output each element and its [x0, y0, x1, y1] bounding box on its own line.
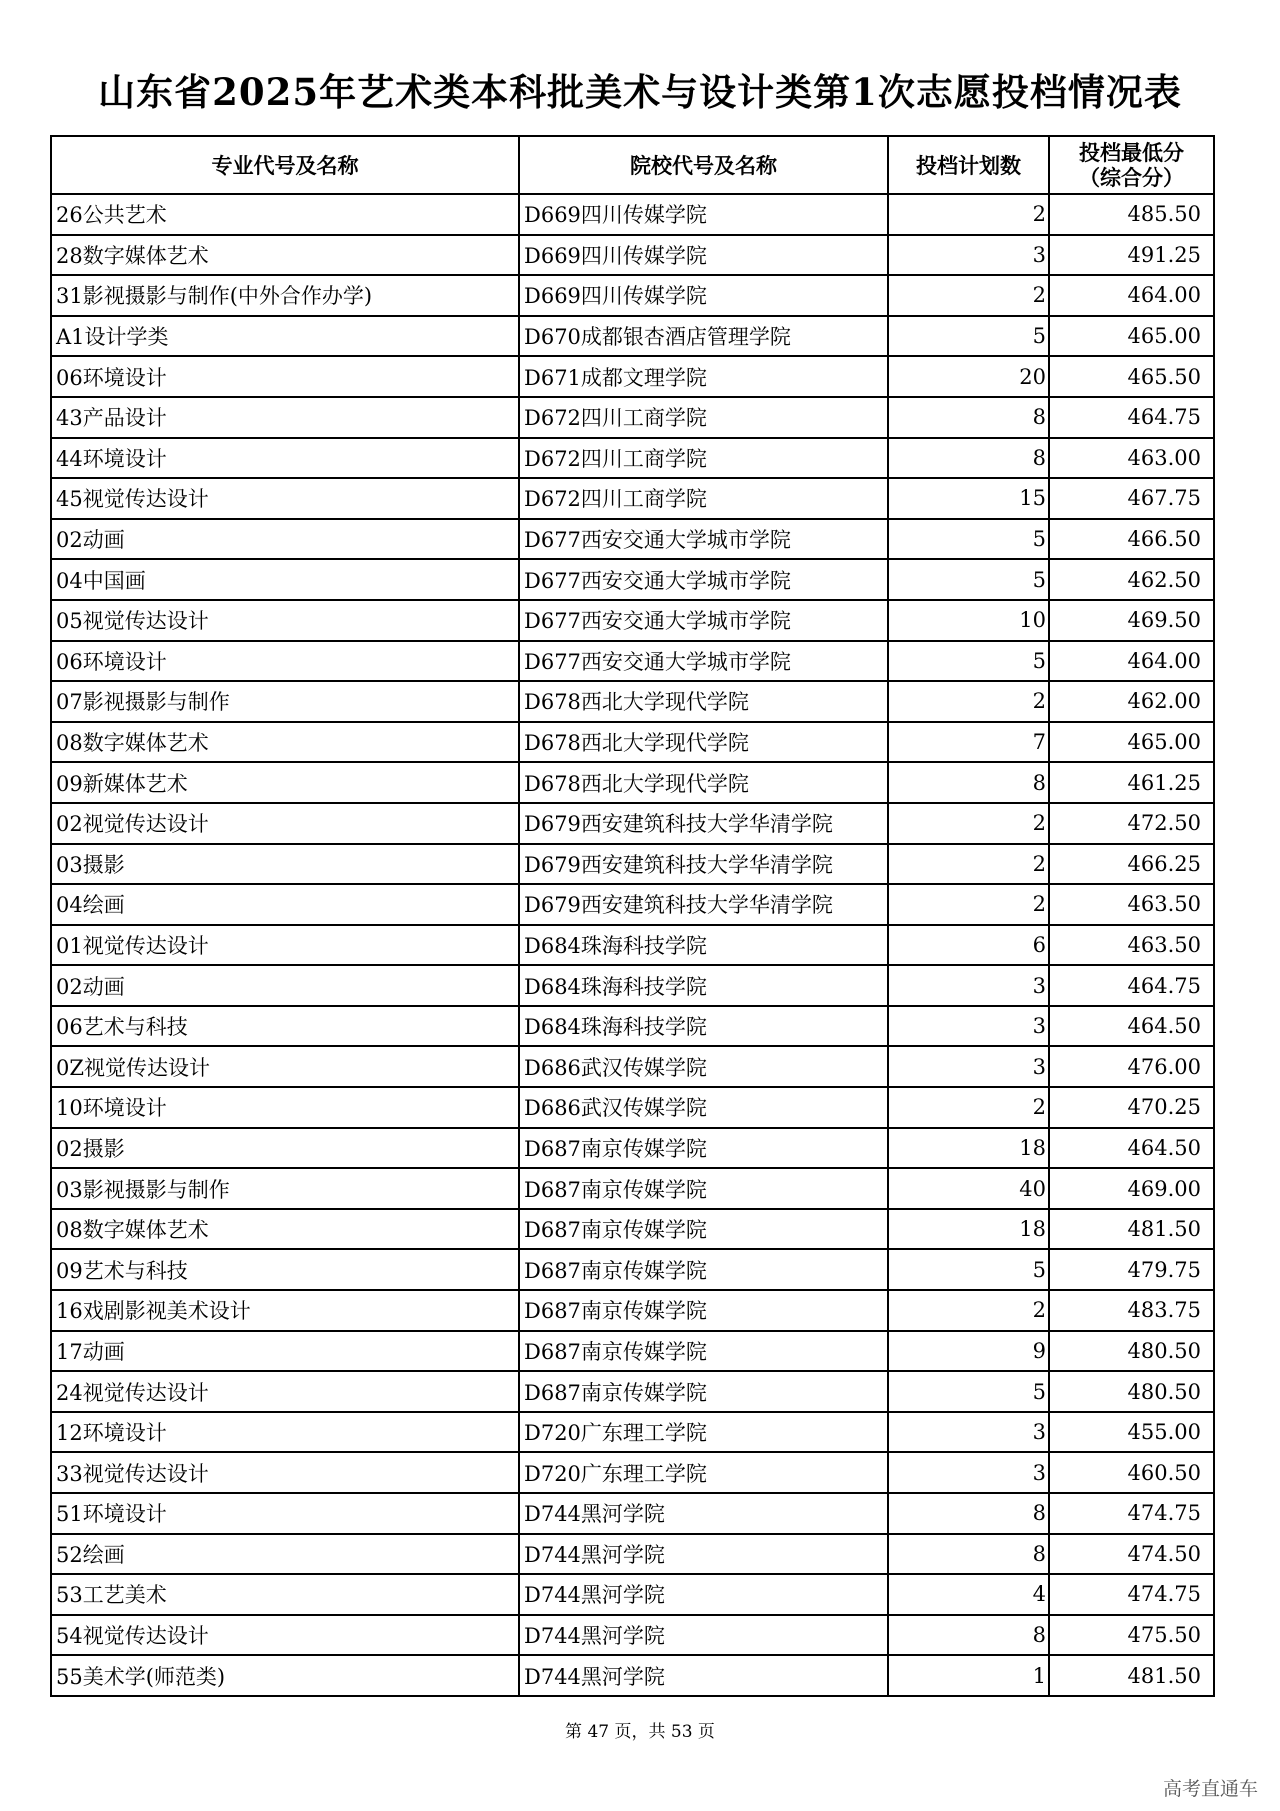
cell-score: 464.75 [1049, 397, 1214, 438]
cell-major: 03摄影 [51, 844, 519, 885]
cell-school: D687南京传媒学院 [519, 1209, 888, 1250]
cell-major: 02视觉传达设计 [51, 803, 519, 844]
table-row [51, 1006, 1214, 1047]
table-row [51, 1493, 1214, 1534]
cell-plan: 5 [888, 1249, 1049, 1290]
cell-plan: 8 [888, 397, 1049, 438]
cell-school: D744黑河学院 [519, 1574, 888, 1615]
cell-major: 52绘画 [51, 1534, 519, 1575]
cell-score: 479.75 [1049, 1249, 1214, 1290]
cell-major: 28数字媒体艺术 [51, 235, 519, 276]
cell-major: 07影视摄影与制作 [51, 681, 519, 722]
cell-major: 31影视摄影与制作(中外合作办学) [51, 275, 519, 316]
cell-score: 464.50 [1049, 1006, 1214, 1047]
table-row [51, 925, 1214, 966]
cell-major: 09新媒体艺术 [51, 762, 519, 803]
cell-score: 461.25 [1049, 762, 1214, 803]
cell-school: D684珠海科技学院 [519, 925, 888, 966]
cell-major: 08数字媒体艺术 [51, 1209, 519, 1250]
cell-school: D744黑河学院 [519, 1655, 888, 1696]
cell-plan: 3 [888, 235, 1049, 276]
cell-school: D678西北大学现代学院 [519, 722, 888, 763]
cell-major: 24视觉传达设计 [51, 1371, 519, 1412]
cell-score: 462.00 [1049, 681, 1214, 722]
table-row [51, 356, 1214, 397]
cell-plan: 5 [888, 519, 1049, 560]
cell-school: D687南京传媒学院 [519, 1290, 888, 1331]
cell-plan: 1 [888, 1655, 1049, 1696]
table-row [51, 1615, 1214, 1656]
cell-school: D671成都文理学院 [519, 356, 888, 397]
cell-plan: 2 [888, 194, 1049, 235]
cell-school: D686武汉传媒学院 [519, 1087, 888, 1128]
cell-school: D677西安交通大学城市学院 [519, 600, 888, 641]
header-major: 专业代号及名称 [51, 136, 519, 194]
cell-plan: 4 [888, 1574, 1049, 1615]
table-row [51, 681, 1214, 722]
cell-score: 481.50 [1049, 1655, 1214, 1696]
table-row [51, 559, 1214, 600]
cell-school: D686武汉传媒学院 [519, 1046, 888, 1087]
cell-major: 53工艺美术 [51, 1574, 519, 1615]
cell-plan: 2 [888, 803, 1049, 844]
cell-plan: 2 [888, 1087, 1049, 1128]
table-row [51, 235, 1214, 276]
cell-plan: 8 [888, 438, 1049, 479]
cell-plan: 2 [888, 275, 1049, 316]
cell-major: 06环境设计 [51, 641, 519, 682]
cell-plan: 3 [888, 1006, 1049, 1047]
table-row [51, 965, 1214, 1006]
table-row [51, 478, 1214, 519]
cell-major: 17动画 [51, 1331, 519, 1372]
cell-major: 02动画 [51, 519, 519, 560]
table-row [51, 641, 1214, 682]
cell-major: 01视觉传达设计 [51, 925, 519, 966]
cell-plan: 8 [888, 1534, 1049, 1575]
cell-school: D720广东理工学院 [519, 1412, 888, 1453]
cell-plan: 18 [888, 1209, 1049, 1250]
cell-major: 12环境设计 [51, 1412, 519, 1453]
page-title: 山东省2025年艺术类本科批美术与设计类第1次志愿投档情况表 [98, 70, 1182, 114]
cell-plan: 2 [888, 681, 1049, 722]
table-row [51, 1046, 1214, 1087]
cell-score: 472.50 [1049, 803, 1214, 844]
cell-major: 02摄影 [51, 1128, 519, 1169]
cell-school: D687南京传媒学院 [519, 1249, 888, 1290]
cell-school: D677西安交通大学城市学院 [519, 519, 888, 560]
cell-school: D687南京传媒学院 [519, 1128, 888, 1169]
table-row [51, 1087, 1214, 1128]
cell-school: D684珠海科技学院 [519, 965, 888, 1006]
table-row [51, 722, 1214, 763]
cell-plan: 8 [888, 1493, 1049, 1534]
cell-major: 09艺术与科技 [51, 1249, 519, 1290]
cell-school: D687南京传媒学院 [519, 1371, 888, 1412]
cell-school: D684珠海科技学院 [519, 1006, 888, 1047]
cell-school: D677西安交通大学城市学院 [519, 641, 888, 682]
table-row [51, 519, 1214, 560]
cell-plan: 7 [888, 722, 1049, 763]
cell-plan: 40 [888, 1168, 1049, 1209]
cell-plan: 5 [888, 1371, 1049, 1412]
cell-score: 465.00 [1049, 722, 1214, 763]
cell-score: 455.00 [1049, 1412, 1214, 1453]
cell-score: 464.50 [1049, 1128, 1214, 1169]
table-row [51, 762, 1214, 803]
cell-major: 10环境设计 [51, 1087, 519, 1128]
watermark: 高考直通车 [1162, 1778, 1258, 1800]
cell-plan: 2 [888, 884, 1049, 925]
table-row [51, 1452, 1214, 1493]
cell-school: D679西安建筑科技大学华清学院 [519, 844, 888, 885]
table-row [51, 438, 1214, 479]
cell-score: 466.25 [1049, 844, 1214, 885]
cell-major: 04中国画 [51, 559, 519, 600]
cell-major: 02动画 [51, 965, 519, 1006]
page-footer: 第 47 页，共 53 页 [565, 1722, 715, 1742]
cell-score: 463.00 [1049, 438, 1214, 479]
table-row [51, 397, 1214, 438]
cell-major: 05视觉传达设计 [51, 600, 519, 641]
cell-plan: 2 [888, 844, 1049, 885]
cell-score: 470.25 [1049, 1087, 1214, 1128]
cell-score: 480.50 [1049, 1331, 1214, 1372]
cell-major: 26公共艺术 [51, 194, 519, 235]
cell-score: 463.50 [1049, 884, 1214, 925]
cell-school: D678西北大学现代学院 [519, 762, 888, 803]
cell-school: D744黑河学院 [519, 1493, 888, 1534]
cell-major: 54视觉传达设计 [51, 1615, 519, 1656]
table-header-row [51, 136, 1214, 194]
table-row [51, 844, 1214, 885]
table-row [51, 1290, 1214, 1331]
cell-major: 0Z视觉传达设计 [51, 1046, 519, 1087]
header-score-line2: （综合分） [1079, 165, 1184, 190]
table-row [51, 1412, 1214, 1453]
cell-plan: 20 [888, 356, 1049, 397]
table-row [51, 1655, 1214, 1696]
table-row [51, 1209, 1214, 1250]
cell-school: D669四川传媒学院 [519, 235, 888, 276]
header-score [1049, 136, 1214, 194]
admission-table [50, 135, 1215, 1697]
table-row [51, 1168, 1214, 1209]
cell-plan: 18 [888, 1128, 1049, 1169]
cell-score: 466.50 [1049, 519, 1214, 560]
cell-score: 481.50 [1049, 1209, 1214, 1250]
cell-score: 464.00 [1049, 641, 1214, 682]
table-row [51, 803, 1214, 844]
table-row [51, 194, 1214, 235]
cell-major: 43产品设计 [51, 397, 519, 438]
cell-school: D679西安建筑科技大学华清学院 [519, 884, 888, 925]
cell-school: D687南京传媒学院 [519, 1168, 888, 1209]
cell-score: 469.00 [1049, 1168, 1214, 1209]
cell-major: 45视觉传达设计 [51, 478, 519, 519]
cell-plan: 8 [888, 762, 1049, 803]
table-row [51, 1574, 1214, 1615]
header-plan: 投档计划数 [888, 136, 1049, 194]
cell-major: A1设计学类 [51, 316, 519, 357]
table-row [51, 1371, 1214, 1412]
table-row [51, 1331, 1214, 1372]
cell-major: 55美术学(师范类) [51, 1655, 519, 1696]
cell-major: 06环境设计 [51, 356, 519, 397]
cell-school: D679西安建筑科技大学华清学院 [519, 803, 888, 844]
cell-plan: 3 [888, 1046, 1049, 1087]
cell-score: 464.00 [1049, 275, 1214, 316]
cell-score: 474.50 [1049, 1534, 1214, 1575]
header-school: 院校代号及名称 [519, 136, 888, 194]
table-row [51, 884, 1214, 925]
cell-plan: 6 [888, 925, 1049, 966]
cell-score: 467.75 [1049, 478, 1214, 519]
table-body [51, 194, 1214, 1696]
cell-plan: 5 [888, 316, 1049, 357]
cell-school: D677西安交通大学城市学院 [519, 559, 888, 600]
cell-score: 464.75 [1049, 965, 1214, 1006]
cell-major: 03影视摄影与制作 [51, 1168, 519, 1209]
table-row [51, 1249, 1214, 1290]
table-row [51, 1534, 1214, 1575]
cell-plan: 5 [888, 641, 1049, 682]
cell-plan: 3 [888, 1452, 1049, 1493]
cell-plan: 15 [888, 478, 1049, 519]
cell-plan: 2 [888, 1290, 1049, 1331]
cell-major: 06艺术与科技 [51, 1006, 519, 1047]
cell-school: D672四川工商学院 [519, 478, 888, 519]
cell-school: D744黑河学院 [519, 1615, 888, 1656]
cell-score: 491.25 [1049, 235, 1214, 276]
cell-score: 465.50 [1049, 356, 1214, 397]
cell-major: 04绘画 [51, 884, 519, 925]
cell-plan: 3 [888, 1412, 1049, 1453]
table-row [51, 275, 1214, 316]
cell-school: D669四川传媒学院 [519, 275, 888, 316]
table-row [51, 1128, 1214, 1169]
cell-major: 51环境设计 [51, 1493, 519, 1534]
cell-major: 16戏剧影视美术设计 [51, 1290, 519, 1331]
cell-plan: 3 [888, 965, 1049, 1006]
cell-score: 460.50 [1049, 1452, 1214, 1493]
cell-school: D744黑河学院 [519, 1534, 888, 1575]
cell-score: 469.50 [1049, 600, 1214, 641]
table-row [51, 600, 1214, 641]
cell-plan: 10 [888, 600, 1049, 641]
cell-school: D670成都银杏酒店管理学院 [519, 316, 888, 357]
cell-school: D672四川工商学院 [519, 397, 888, 438]
cell-score: 475.50 [1049, 1615, 1214, 1656]
cell-plan: 5 [888, 559, 1049, 600]
cell-plan: 8 [888, 1615, 1049, 1656]
cell-score: 485.50 [1049, 194, 1214, 235]
cell-plan: 9 [888, 1331, 1049, 1372]
cell-school: D669四川传媒学院 [519, 194, 888, 235]
cell-score: 474.75 [1049, 1574, 1214, 1615]
cell-score: 483.75 [1049, 1290, 1214, 1331]
cell-score: 462.50 [1049, 559, 1214, 600]
cell-school: D720广东理工学院 [519, 1452, 888, 1493]
cell-score: 480.50 [1049, 1371, 1214, 1412]
cell-score: 463.50 [1049, 925, 1214, 966]
cell-major: 44环境设计 [51, 438, 519, 479]
cell-school: D687南京传媒学院 [519, 1331, 888, 1372]
table-row [51, 316, 1214, 357]
cell-score: 465.00 [1049, 316, 1214, 357]
cell-school: D672四川工商学院 [519, 438, 888, 479]
header-score-line1: 投档最低分 [1079, 140, 1184, 165]
cell-score: 474.75 [1049, 1493, 1214, 1534]
cell-school: D678西北大学现代学院 [519, 681, 888, 722]
cell-major: 33视觉传达设计 [51, 1452, 519, 1493]
cell-score: 476.00 [1049, 1046, 1214, 1087]
cell-major: 08数字媒体艺术 [51, 722, 519, 763]
